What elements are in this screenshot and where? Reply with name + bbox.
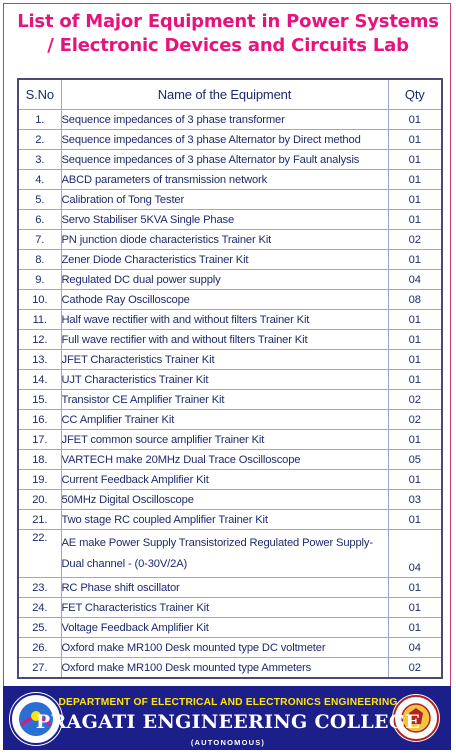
row-equipment-name: Oxford make MR100 Desk mounted type Ammeters xyxy=(61,658,388,679)
row-qty: 08 xyxy=(388,290,442,310)
row-qty: 01 xyxy=(388,510,442,530)
row-qty: 04 xyxy=(388,530,442,578)
row-sno: 12. xyxy=(18,330,61,350)
row-qty: 01 xyxy=(388,130,442,150)
row-qty: 01 xyxy=(388,150,442,170)
row-equipment-name: Zener Diode Characteristics Trainer Kit xyxy=(61,250,388,270)
row-equipment-name: JFET common source amplifier Trainer Kit xyxy=(61,430,388,450)
row-equipment-name: VARTECH make 20MHz Dual Trace Oscilloscope xyxy=(61,450,388,470)
row-equipment-name: Sequence impedances of 3 phase transformer xyxy=(61,110,388,130)
row-equipment-name: Half wave rectifier with and without filters Trainer Kit xyxy=(61,310,388,330)
row-qty: 01 xyxy=(388,430,442,450)
table-row xyxy=(18,310,442,330)
row-sno: 3. xyxy=(18,150,61,170)
row-sno: 21. xyxy=(18,510,61,530)
row-equipment-name: JFET Characteristics Trainer Kit xyxy=(61,350,388,370)
row-sno: 2. xyxy=(18,130,61,150)
page-title xyxy=(0,10,456,58)
row-sno: 23. xyxy=(18,578,61,598)
row-sno: 16. xyxy=(18,410,61,430)
college-name: PRAGATI ENGINEERING COLLEGE xyxy=(35,711,421,733)
table-row xyxy=(18,530,442,578)
table-row xyxy=(18,130,442,150)
row-qty: 01 xyxy=(388,250,442,270)
row-qty: 01 xyxy=(388,598,442,618)
row-sno: 15. xyxy=(18,390,61,410)
row-equipment-name: 50MHz Digital Oscilloscope xyxy=(61,490,388,510)
row-sno: 27. xyxy=(18,658,61,679)
table-row xyxy=(18,430,442,450)
row-equipment-name: Voltage Feedback Amplifier Kit xyxy=(61,618,388,638)
table-row xyxy=(18,270,442,290)
row-equipment-name: RC Phase shift oscillator xyxy=(61,578,388,598)
row-equipment-name: FET Characteristics Trainer Kit xyxy=(61,598,388,618)
row-sno: 6. xyxy=(18,210,61,230)
row-sno: 18. xyxy=(18,450,61,470)
table-row xyxy=(18,410,442,430)
table-header-row xyxy=(18,79,442,110)
row-sno: 1. xyxy=(18,110,61,130)
row-qty: 03 xyxy=(388,490,442,510)
row-equipment-name: CC Amplifier Trainer Kit xyxy=(61,410,388,430)
table-row xyxy=(18,210,442,230)
row-equipment-name: Transistor CE Amplifier Trainer Kit xyxy=(61,390,388,410)
row-qty: 04 xyxy=(388,638,442,658)
row-sno: 7. xyxy=(18,230,61,250)
row-sno: 14. xyxy=(18,370,61,390)
row-sno: 11. xyxy=(18,310,61,330)
table-row xyxy=(18,150,442,170)
row-sno: 20. xyxy=(18,490,61,510)
row-qty: 01 xyxy=(388,310,442,330)
row-sno: 19. xyxy=(18,470,61,490)
table-row xyxy=(18,618,442,638)
table-row xyxy=(18,450,442,470)
autonomous-label: (AUTONOMOUS) xyxy=(190,738,266,747)
row-qty: 02 xyxy=(388,658,442,679)
header-name: Name of the Equipment xyxy=(61,79,388,110)
row-sno: 25. xyxy=(18,618,61,638)
table-row xyxy=(18,390,442,410)
table-row xyxy=(18,190,442,210)
title-line-1: List of Major Equipment in Power Systems xyxy=(17,11,439,32)
table-row xyxy=(18,490,442,510)
row-equipment-name: UJT Characteristics Trainer Kit xyxy=(61,370,388,390)
row-qty: 01 xyxy=(388,110,442,130)
row-qty: 01 xyxy=(388,210,442,230)
table-row xyxy=(18,578,442,598)
table-row xyxy=(18,638,442,658)
row-sno: 4. xyxy=(18,170,61,190)
row-qty: 01 xyxy=(388,578,442,598)
row-sno: 17. xyxy=(18,430,61,450)
row-equipment-name: Regulated DC dual power supply xyxy=(61,270,388,290)
table-row xyxy=(18,370,442,390)
row-equipment-name: Cathode Ray Oscilloscope xyxy=(61,290,388,310)
row-equipment-name: Oxford make MR100 Desk mounted type DC voltmeter xyxy=(61,638,388,658)
row-qty: 02 xyxy=(388,410,442,430)
table-row xyxy=(18,598,442,618)
row-equipment-name: Sequence impedances of 3 phase Alternator by Fault analysis xyxy=(61,150,388,170)
row-equipment-name: Servo Stabiliser 5KVA Single Phase xyxy=(61,210,388,230)
row-qty: 02 xyxy=(388,230,442,250)
row-equipment-name: Sequence impedances of 3 phase Alternator by Direct method xyxy=(61,130,388,150)
row-equipment-name: Calibration of Tong Tester xyxy=(61,190,388,210)
row-sno: 24. xyxy=(18,598,61,618)
row-qty: 01 xyxy=(388,330,442,350)
row-qty: 01 xyxy=(388,350,442,370)
row-qty: 02 xyxy=(388,390,442,410)
table-row xyxy=(18,230,442,250)
table-row xyxy=(18,510,442,530)
header-qty: Qty xyxy=(388,79,442,110)
row-qty: 01 xyxy=(388,618,442,638)
row-equipment-name: AE make Power Supply Transistorized Regulated Power Supply-Dual channel - (0-30V/2A) xyxy=(61,530,388,578)
table-row xyxy=(18,658,442,679)
row-equipment-name: Two stage RC coupled Amplifier Trainer Kit xyxy=(61,510,388,530)
row-qty: 05 xyxy=(388,450,442,470)
table-row xyxy=(18,470,442,490)
row-sno: 13. xyxy=(18,350,61,370)
row-qty: 01 xyxy=(388,470,442,490)
row-equipment-name: Full wave rectifier with and without filters Trainer Kit xyxy=(61,330,388,350)
row-sno: 5. xyxy=(18,190,61,210)
table-row xyxy=(18,110,442,130)
row-sno: 8. xyxy=(18,250,61,270)
equipment-table xyxy=(17,78,443,679)
row-equipment-name: ABCD parameters of transmission network xyxy=(61,170,388,190)
table-body xyxy=(18,110,442,679)
table-row xyxy=(18,250,442,270)
row-sno: 9. xyxy=(18,270,61,290)
row-sno: 26. xyxy=(18,638,61,658)
row-qty: 01 xyxy=(388,370,442,390)
row-sno: 22. xyxy=(18,530,61,578)
row-qty: 01 xyxy=(388,190,442,210)
row-equipment-name: Current Feedback Amplifier Kit xyxy=(61,470,388,490)
table-row xyxy=(18,350,442,370)
title-line-2: / Electronic Devices and Circuits Lab xyxy=(47,35,409,56)
row-qty: 01 xyxy=(388,170,442,190)
header-sno: S.No xyxy=(18,79,61,110)
row-qty: 04 xyxy=(388,270,442,290)
table-row xyxy=(18,330,442,350)
row-equipment-name: PN junction diode characteristics Trainer Kit xyxy=(61,230,388,250)
department-name: DEPARTMENT OF ELECTRICAL AND ELECTRONICS ENGINEERING xyxy=(58,697,398,708)
table-row xyxy=(18,170,442,190)
table-row xyxy=(18,290,442,310)
row-sno: 10. xyxy=(18,290,61,310)
